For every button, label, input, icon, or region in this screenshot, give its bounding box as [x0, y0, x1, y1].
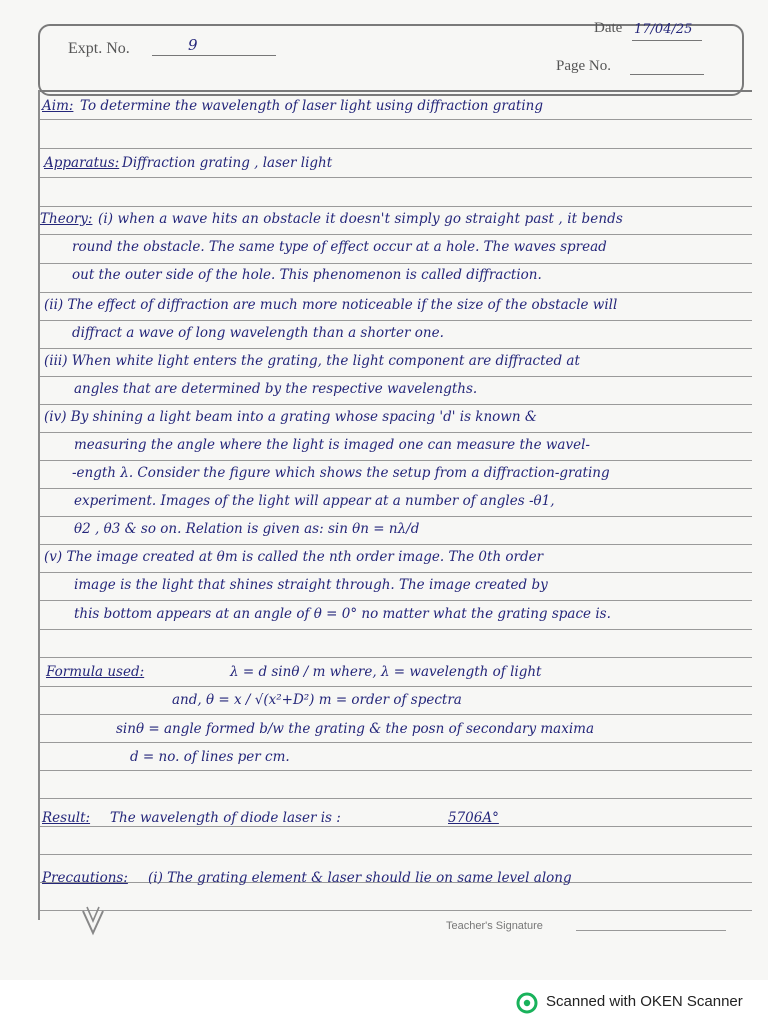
rule-line — [40, 460, 752, 461]
theory-line-7: angles that are determined by the respective wavelengths. — [74, 381, 478, 397]
scanner-watermark-text: Scanned with OKEN Scanner — [546, 993, 743, 1010]
precautions-text: (i) The grating element & laser should lie on same level along — [148, 870, 572, 886]
rule-line — [40, 320, 752, 321]
aim-label: Aim: — [42, 98, 74, 114]
rule-line — [40, 714, 752, 715]
result-label: Result: — [42, 810, 91, 826]
theory-line-11: experiment. Images of the light will appear at a number of angles -θ1, — [74, 493, 555, 509]
theory-label: Theory: — [40, 211, 93, 227]
rule-line — [40, 544, 752, 545]
rule-line — [40, 742, 752, 743]
rule-line — [40, 177, 752, 178]
rule-line — [40, 432, 752, 433]
rule-line — [40, 910, 752, 911]
theory-line-6: (iii) When white light enters the grating, the light component are diffracted at — [44, 353, 580, 369]
notebook-logo-icon — [80, 905, 106, 937]
rule-line — [40, 119, 752, 120]
result-text: The wavelength of diode laser is : — [110, 810, 341, 826]
date-label: Date — [594, 20, 623, 36]
theory-line-10: -ength λ. Consider the figure which shows the setup from a diffraction-grating — [72, 465, 610, 481]
theory-line-5: diffract a wave of long wavelength than a shorter one. — [72, 325, 444, 341]
rule-line — [40, 376, 752, 377]
aim-text: To determine the wavelength of laser light using diffraction grating — [80, 98, 544, 114]
rule-line — [40, 770, 752, 771]
rule-line — [40, 404, 752, 405]
rule-line — [40, 234, 752, 235]
expt-no-value: 9 — [188, 36, 198, 54]
rule-line — [40, 826, 752, 827]
date-value: 17/04/25 — [634, 22, 693, 37]
theory-line-1: (i) when a wave hits an obstacle it doesn't simply go straight past , it bends — [98, 211, 623, 227]
oken-scanner-logo-icon — [516, 992, 538, 1014]
rule-line — [40, 206, 752, 207]
theory-line-14: image is the light that shines straight through. The image created by — [74, 577, 548, 593]
rule-line — [40, 263, 752, 264]
rule-line — [40, 686, 752, 687]
page-no-label: Page No. — [556, 58, 611, 74]
result-value: 5706A° — [448, 810, 499, 826]
formula-line-2: and, θ = x / √(x²+D²) m = order of spectra — [172, 692, 462, 708]
signature-line — [576, 930, 726, 931]
theory-line-15: this bottom appears at an angle of θ = 0° no matter what the grating space is. — [74, 606, 611, 622]
formula-line-1: λ = d sinθ / m where, λ = wavelength of light — [230, 664, 542, 680]
teacher-signature-label: Teacher's Signature — [446, 920, 543, 932]
expt-no-label: Expt. No. — [68, 40, 130, 57]
formula-label: Formula used: — [46, 664, 145, 680]
rule-line — [40, 488, 752, 489]
rule-line — [40, 600, 752, 601]
date-underline — [632, 40, 702, 41]
rule-line — [40, 572, 752, 573]
theory-line-8: (iv) By shining a light beam into a grating whose spacing 'd' is known & — [44, 409, 537, 425]
theory-line-12: θ2 , θ3 & so on. Relation is given as: sin θn = nλ/d — [74, 521, 420, 537]
rule-line — [40, 798, 752, 799]
header-divider — [38, 90, 752, 92]
precautions-label: Precautions: — [42, 870, 128, 886]
theory-line-2: round the obstacle. The same type of effect occur at a hole. The waves spread — [72, 239, 607, 255]
apparatus-text: Diffraction grating , laser light — [122, 155, 333, 171]
rule-line — [40, 292, 752, 293]
rule-line — [40, 348, 752, 349]
expt-no-underline — [152, 55, 276, 56]
theory-line-9: measuring the angle where the light is imaged one can measure the wavel- — [74, 437, 590, 453]
theory-line-13: (v) The image created at θm is called the nth order image. The 0th order — [44, 549, 544, 565]
theory-line-4: (ii) The effect of diffraction are much more noticeable if the size of the obstacle will — [44, 297, 618, 313]
rule-line — [40, 854, 752, 855]
page-no-underline — [630, 74, 704, 75]
theory-line-3: out the outer side of the hole. This phenomenon is called diffraction. — [72, 267, 542, 283]
rule-line — [40, 148, 752, 149]
rule-line — [40, 657, 752, 658]
rule-line — [40, 629, 752, 630]
rule-line — [40, 516, 752, 517]
formula-line-4: d = no. of lines per cm. — [130, 749, 290, 765]
scanner-footer — [0, 980, 768, 1024]
formula-line-3: sinθ = angle formed b/w the grating & the posn of secondary maxima — [116, 721, 594, 737]
apparatus-label: Apparatus: — [44, 155, 120, 171]
